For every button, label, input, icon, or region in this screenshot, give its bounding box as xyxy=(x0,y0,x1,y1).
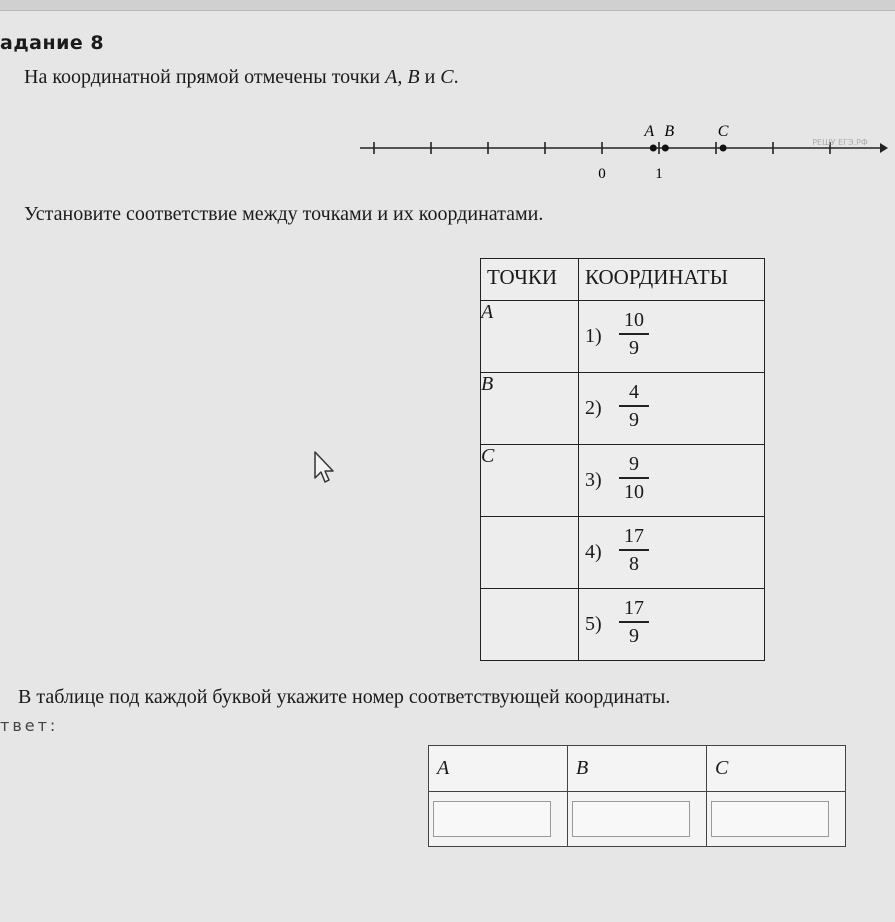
statement-mid: и xyxy=(419,66,441,88)
answer-cell-c xyxy=(707,792,846,847)
fraction xyxy=(619,451,649,505)
point-cell: C xyxy=(481,445,579,517)
mouse-cursor-icon xyxy=(312,450,338,486)
coordinate-cell xyxy=(579,301,765,373)
coordinate-number: 4) xyxy=(585,541,602,564)
point-label: A xyxy=(644,123,655,140)
table-row xyxy=(481,445,765,517)
fraction xyxy=(619,595,649,649)
denominator: 10 xyxy=(624,480,644,503)
coordinate-cell xyxy=(579,445,765,517)
answer-label: твет: xyxy=(0,716,59,735)
statement-text: На координатной прямой отмечены точки xyxy=(24,66,386,88)
tick-label: 1 xyxy=(655,166,663,182)
coordinate-number: 5) xyxy=(585,613,602,636)
table-row xyxy=(481,373,765,445)
fraction xyxy=(619,307,649,361)
answer-cell-b xyxy=(568,792,707,847)
answer-header-a: A xyxy=(429,746,568,792)
fraction xyxy=(619,379,649,433)
numerator: 9 xyxy=(629,453,639,475)
header-points: ТОЧКИ xyxy=(481,259,579,301)
point-b xyxy=(662,145,669,152)
point-a xyxy=(650,145,657,152)
table-row xyxy=(481,517,765,589)
point-label: C xyxy=(717,123,729,140)
coordinate-number: 1) xyxy=(585,325,602,348)
answer-input-a[interactable] xyxy=(433,801,551,837)
numerator: 17 xyxy=(624,597,644,619)
answer-cell-a xyxy=(429,792,568,847)
coordinate-cell xyxy=(579,373,765,445)
denominator: 8 xyxy=(629,552,639,575)
point-cell xyxy=(481,517,579,589)
fraction xyxy=(619,523,649,577)
matching-table xyxy=(480,258,765,661)
denominator: 9 xyxy=(629,336,639,359)
task-title: адание 8 xyxy=(0,32,105,54)
instruction: Установите соответствие между точками и их координатами. xyxy=(24,203,544,225)
coordinate-cell xyxy=(579,589,765,661)
axis-arrow xyxy=(880,143,888,153)
coordinate-cell xyxy=(579,517,765,589)
answer-table xyxy=(428,745,846,847)
numerator: 4 xyxy=(629,381,639,403)
answer-input-c[interactable] xyxy=(711,801,829,837)
top-border xyxy=(0,0,895,11)
tick-label: 0 xyxy=(598,166,606,182)
denominator: 9 xyxy=(629,624,639,647)
answer-header-b: B xyxy=(568,746,707,792)
denominator: 9 xyxy=(629,408,639,431)
table-row xyxy=(481,589,765,661)
point-cell: A xyxy=(481,301,579,373)
table-row xyxy=(481,301,765,373)
number-line xyxy=(340,110,890,190)
statement-last-point: C xyxy=(440,66,454,88)
answer-input-b[interactable] xyxy=(572,801,690,837)
header-coordinates: КООРДИНАТЫ xyxy=(579,259,765,301)
numerator: 10 xyxy=(624,309,644,331)
numerator: 17 xyxy=(624,525,644,547)
point-c xyxy=(720,145,727,152)
point-cell: B xyxy=(481,373,579,445)
answer-instruction: В таблице под каждой буквой укажите номер соответствующей координаты. xyxy=(18,686,671,708)
answer-header-c: C xyxy=(707,746,846,792)
coordinate-number: 3) xyxy=(585,469,602,492)
statement-points: A, B xyxy=(385,66,420,88)
point-label: B xyxy=(664,123,675,140)
point-cell xyxy=(481,589,579,661)
watermark: РЕШУ ЕГЭ.РФ xyxy=(812,138,868,147)
coordinate-number: 2) xyxy=(585,397,602,420)
statement-end: . xyxy=(453,66,459,88)
task-statement xyxy=(24,66,459,89)
